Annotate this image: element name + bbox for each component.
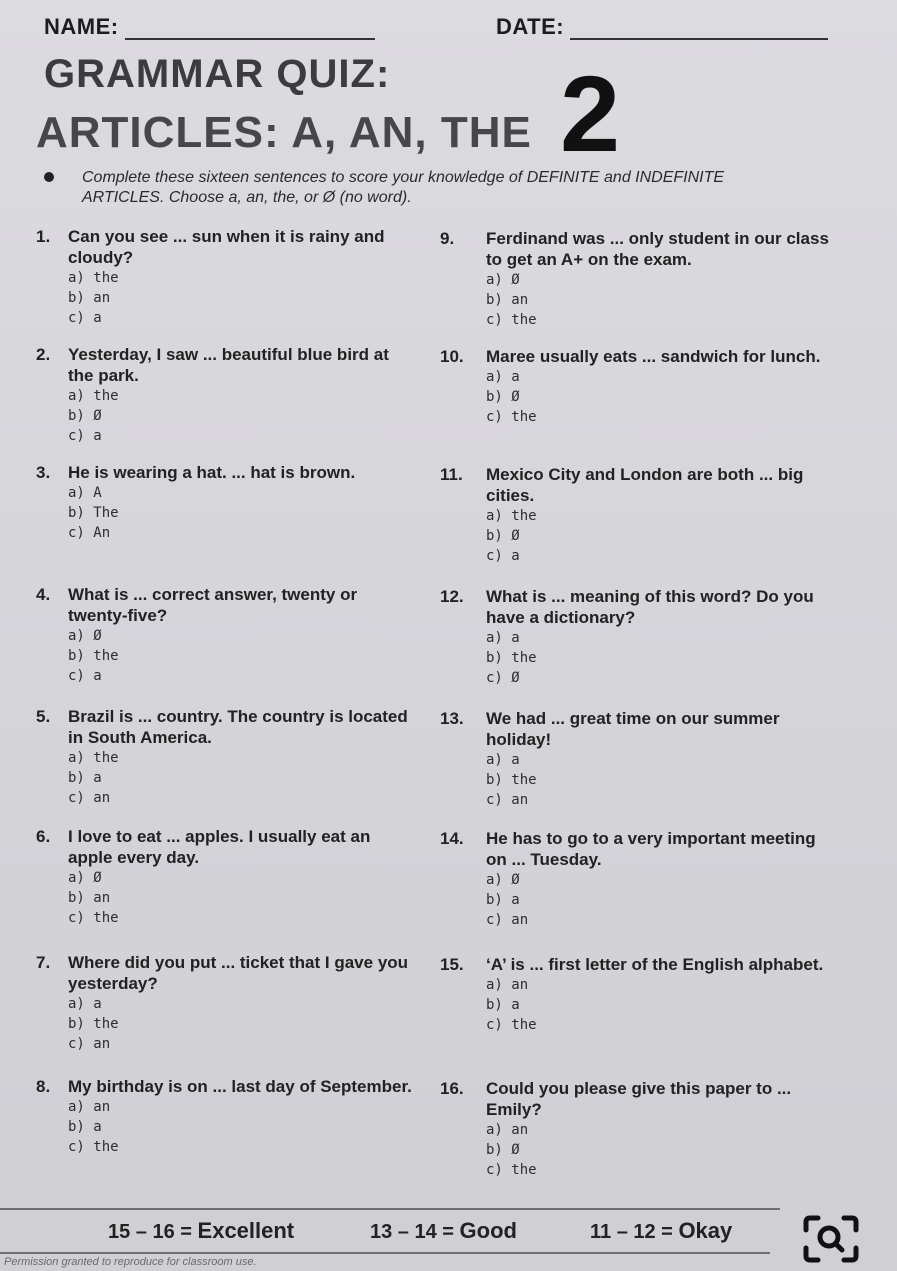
answer-option[interactable]: b) the: [486, 650, 537, 666]
question-13: [440, 708, 840, 810]
question-number: 14.: [440, 829, 464, 848]
answer-option[interactable]: b) a: [486, 997, 520, 1013]
score-good: [370, 1218, 517, 1244]
question-text: What is ... correct answer, twenty or twenty-five?: [68, 585, 358, 625]
answer-option[interactable]: b) an: [486, 292, 529, 308]
answer-option[interactable]: c) An: [68, 525, 111, 541]
answer-option[interactable]: c) a: [68, 668, 102, 684]
question-text: He has to go to a very important meeting on ... Tuesday.: [486, 829, 816, 869]
score-range: 11 – 12 =: [590, 1221, 673, 1243]
answer-option[interactable]: c) a: [68, 428, 102, 444]
question-stem: [440, 1078, 840, 1120]
answer-option[interactable]: a) Ø: [486, 872, 520, 888]
question-stem: [36, 344, 416, 386]
question-5: [36, 706, 416, 808]
answer-option[interactable]: c) an: [486, 792, 529, 808]
question-10: [440, 346, 840, 427]
score-label: Excellent: [197, 1218, 295, 1243]
question-text: Brazil is ... country. The country is located in South America.: [68, 707, 408, 747]
scan-search-icon[interactable]: [802, 1214, 860, 1264]
question-text: Mexico City and London are both ... big cities.: [486, 465, 804, 505]
answer-option[interactable]: c) the: [486, 312, 537, 328]
question-text: We had ... great time on our summer holiday!: [486, 709, 780, 749]
question-number: 10.: [440, 347, 464, 366]
answer-option[interactable]: a) an: [68, 1099, 111, 1115]
question-stem: [440, 586, 840, 628]
question-number: 9.: [440, 229, 455, 248]
question-stem: [440, 708, 840, 750]
question-number: 5.: [36, 707, 51, 726]
answer-option[interactable]: b) Ø: [486, 528, 520, 544]
date-label: DATE:: [496, 14, 565, 39]
question-number: 3.: [36, 463, 51, 482]
question-7: [36, 952, 416, 1054]
score-range: 13 – 14 =: [370, 1221, 454, 1243]
bullet-icon: [44, 172, 54, 182]
instructions: Complete these sixteen sentences to score your knowledge of DEFINITE and INDEFINITE ARTICLES. Choose a, an, the, or Ø (no word).: [82, 169, 725, 206]
question-stem: [36, 462, 416, 483]
answer-option[interactable]: b) a: [68, 1119, 102, 1135]
answer-option[interactable]: b) Ø: [486, 1142, 520, 1158]
divider-bottom: [0, 1252, 770, 1254]
question-stem: [36, 226, 416, 268]
score-label: Okay: [678, 1218, 733, 1243]
question-text: Yesterday, I saw ... beautiful blue bird at the park.: [68, 345, 389, 385]
answer-option[interactable]: b) a: [486, 892, 520, 908]
answer-option[interactable]: a) Ø: [486, 272, 520, 288]
question-number: 13.: [440, 709, 464, 728]
question-text: Ferdinand was ... only student in our class to get an A+ on the exam.: [486, 229, 829, 269]
answer-option[interactable]: b) an: [68, 290, 111, 306]
permission-footer: Permission granted to reproduce for classroom use.: [4, 1256, 257, 1268]
question-number: 11.: [440, 465, 463, 484]
answer-option[interactable]: b) Ø: [68, 408, 102, 424]
answer-option[interactable]: a) a: [486, 369, 520, 385]
date-field: [496, 14, 828, 40]
score-label: Good: [459, 1218, 517, 1243]
question-4: [36, 584, 416, 686]
question-number: 6.: [36, 827, 51, 846]
answer-option[interactable]: c) the: [486, 1017, 537, 1033]
question-stem: [36, 952, 416, 994]
question-number: 7.: [36, 953, 51, 972]
question-6: [36, 826, 416, 928]
answer-option[interactable]: a) an: [486, 977, 529, 993]
question-15: [440, 954, 840, 1035]
question-stem: [440, 228, 840, 270]
answer-option[interactable]: a) the: [68, 270, 119, 286]
question-text: My birthday is on ... last day of September.: [68, 1077, 412, 1096]
question-stem: [440, 954, 840, 975]
name-label: NAME:: [44, 14, 119, 39]
date-blank-line: [570, 20, 828, 40]
score-range: 15 – 16 =: [108, 1221, 192, 1243]
question-number: 8.: [36, 1077, 51, 1096]
question-number: 16.: [440, 1079, 464, 1098]
question-9: [440, 228, 840, 330]
answer-option[interactable]: a) a: [486, 752, 520, 768]
answer-option[interactable]: c) the: [68, 910, 119, 926]
question-text: What is ... meaning of this word? Do you have a dictionary?: [486, 587, 814, 627]
question-3: [36, 462, 416, 543]
question-1: [36, 226, 416, 328]
score-excellent: [108, 1218, 294, 1244]
question-2: [36, 344, 416, 446]
answer-option[interactable]: c) Ø: [486, 670, 520, 686]
answer-option[interactable]: a) a: [486, 630, 520, 646]
question-number: 4.: [36, 585, 51, 604]
answer-option[interactable]: c) the: [486, 409, 537, 425]
answer-option[interactable]: c) an: [68, 1036, 111, 1052]
answer-option[interactable]: c) an: [68, 790, 111, 806]
question-stem: [36, 706, 416, 748]
answer-option[interactable]: b) an: [68, 890, 111, 906]
answer-option[interactable]: c) the: [486, 1162, 537, 1178]
question-number: 2.: [36, 345, 51, 364]
question-12: [440, 586, 840, 688]
question-text: Could you please give this paper to ... Emily?: [486, 1079, 792, 1119]
question-text: I love to eat ... apples. I usually eat an apple every day.: [68, 827, 371, 867]
answer-option[interactable]: b) the: [68, 648, 119, 664]
question-number: 12.: [440, 587, 464, 606]
answer-option[interactable]: b) Ø: [486, 389, 520, 405]
answer-option[interactable]: c) the: [68, 1139, 119, 1155]
question-stem: [36, 1076, 416, 1097]
quiz-number: 2: [560, 53, 621, 174]
answer-option[interactable]: b) a: [68, 770, 102, 786]
answer-option[interactable]: a) Ø: [68, 870, 102, 886]
question-stem: [440, 346, 840, 367]
answer-option[interactable]: b) The: [68, 505, 119, 521]
question-number: 15.: [440, 955, 464, 974]
question-14: [440, 828, 840, 930]
answer-option[interactable]: a) Ø: [68, 628, 102, 644]
question-number: 1.: [36, 227, 51, 246]
answer-option[interactable]: a) the: [68, 388, 119, 404]
question-stem: [36, 584, 416, 626]
answer-option[interactable]: b) the: [486, 772, 537, 788]
divider-top: [0, 1208, 780, 1210]
name-blank-line: [125, 20, 375, 40]
answer-option[interactable]: a) the: [486, 508, 537, 524]
answer-option[interactable]: a) A: [68, 485, 102, 501]
answer-option[interactable]: c) a: [68, 310, 102, 326]
question-text: Can you see ... sun when it is rainy and cloudy?: [68, 227, 385, 267]
question-stem: [440, 828, 840, 870]
score-okay: [590, 1218, 732, 1244]
question-16: [440, 1078, 840, 1180]
question-text: ‘A’ is ... first letter of the English alphabet.: [486, 955, 824, 974]
question-text: Maree usually eats ... sandwich for lunch.: [486, 347, 821, 366]
question-8: [36, 1076, 416, 1157]
question-11: [440, 464, 840, 566]
name-field: [44, 14, 375, 40]
answer-option[interactable]: a) a: [68, 996, 102, 1012]
answer-option[interactable]: a) the: [68, 750, 119, 766]
question-text: Where did you put ... ticket that I gave you yesterday?: [68, 953, 409, 993]
question-text: He is wearing a hat. ... hat is brown.: [68, 463, 356, 482]
answer-option[interactable]: c) a: [486, 548, 520, 564]
question-stem: [36, 826, 416, 868]
answer-option[interactable]: b) the: [68, 1016, 119, 1032]
quiz-subtitle: ARTICLES: A, AN, THE: [36, 108, 532, 157]
answer-option[interactable]: c) an: [486, 912, 529, 928]
quiz-title: GRAMMAR QUIZ:: [44, 52, 391, 96]
answer-option[interactable]: a) an: [486, 1122, 529, 1138]
question-stem: [440, 464, 840, 506]
